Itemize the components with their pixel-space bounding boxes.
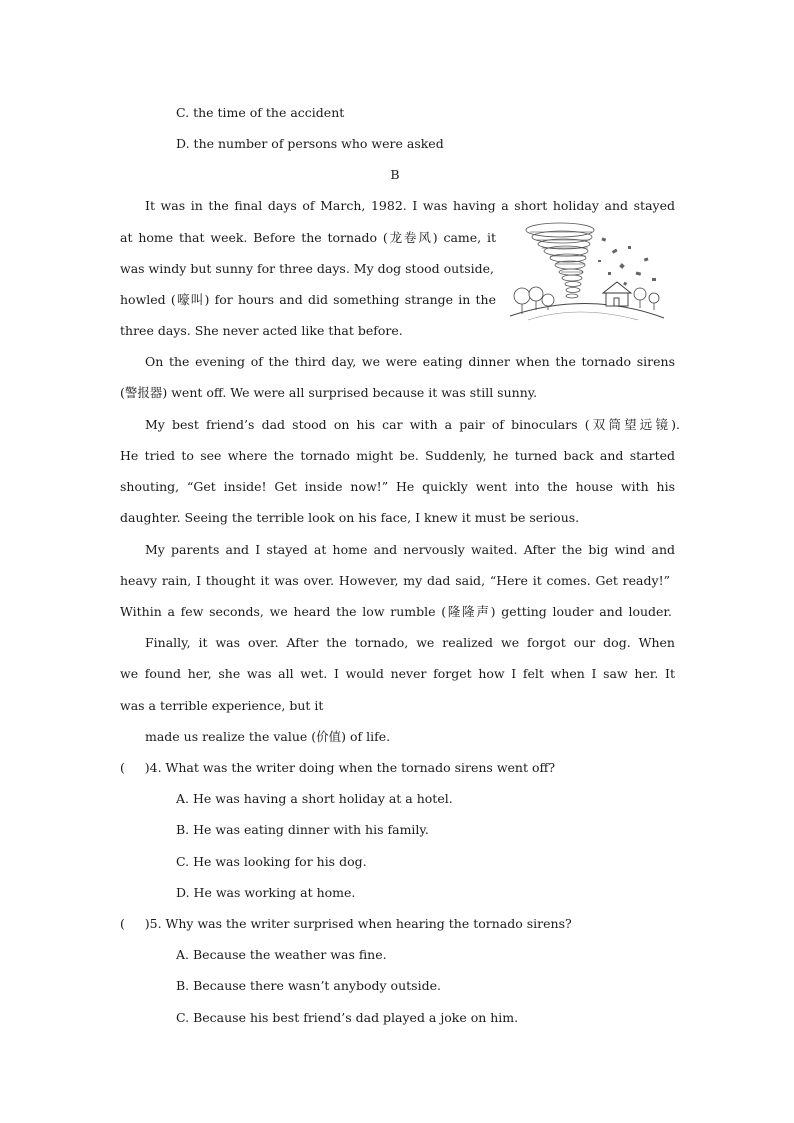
option-letter: A.: [176, 947, 190, 962]
passage-line: we found her, she was all wet. I would never forget how I felt when I saw her. It: [120, 666, 675, 681]
option-letter: D.: [176, 136, 190, 151]
option-letter: C.: [176, 105, 190, 120]
option-letter: B.: [176, 978, 190, 993]
q4-option-a: [176, 791, 453, 807]
passage-line: was a terrible experience, but it: [120, 698, 324, 713]
option-text: the time of the accident: [193, 105, 345, 120]
passage-line: Within a few seconds, we heard the low rumble (隆隆声) getting louder and louder.: [120, 604, 672, 619]
passage-line: shouting, “Get inside! Get inside now!” He quickly went into the house with his: [120, 479, 675, 494]
question-5: [120, 916, 572, 932]
section-heading: B: [390, 167, 400, 182]
passage-line: My best friend’s dad stood on his car with a pair of binoculars (双筒望远镜).: [145, 417, 680, 432]
q3-option-d: [176, 136, 444, 152]
passage-line: On the evening of the third day, we were eating dinner when the tornado sirens: [145, 354, 675, 369]
passage-line: was windy but sunny for three days. My dog stood outside,: [120, 261, 494, 276]
q5-option-b: [176, 978, 441, 994]
passage-line: made us realize the value (价值) of life.: [145, 729, 391, 744]
option-text: the number of persons who were asked: [193, 136, 444, 151]
passage-line: daughter. Seeing the terrible look on his face, I knew it must be serious.: [120, 510, 580, 525]
passage-line: howled (嚎叫) for hours and did something strange in the: [120, 292, 496, 307]
option-text: He was having a short holiday at a hotel.: [193, 791, 453, 806]
passage-line: He tried to see where the tornado might be. Suddenly, he turned back and started: [120, 448, 675, 463]
option-text: He was working at home.: [193, 885, 356, 900]
option-text: He was looking for his dog.: [193, 854, 367, 869]
q3-option-c: [176, 105, 344, 121]
q5-option-a: [176, 947, 387, 963]
passage-line: at home that week. Before the tornado (龙卷风) came, it: [120, 230, 496, 245]
question-4: [120, 760, 555, 776]
option-letter: C.: [176, 854, 190, 869]
passage-line: My parents and I stayed at home and nervously waited. After the big wind and: [145, 542, 675, 557]
passage-line: heavy rain, I thought it was over. However, my dad said, “Here it comes. Get ready!”: [120, 573, 670, 588]
question-stem: 5. Why was the writer surprised when hearing the tornado sirens?: [149, 916, 572, 931]
question-stem: 4. What was the writer doing when the tornado sirens went off?: [149, 760, 556, 775]
option-text: Because his best friend’s dad played a joke on him.: [193, 1010, 519, 1025]
option-text: Because there wasn’t anybody outside.: [193, 978, 441, 993]
option-letter: D.: [176, 885, 190, 900]
q4-option-c: [176, 854, 367, 870]
q4-option-b: [176, 822, 429, 838]
q4-option-d: [176, 885, 355, 901]
option-text: He was eating dinner with his family.: [193, 822, 429, 837]
option-text: Because the weather was fine.: [193, 947, 387, 962]
answer-bracket[interactable]: ( ): [120, 760, 150, 775]
passage-line: It was in the final days of March, 1982. I was having a short holiday and stayed: [145, 198, 675, 213]
option-letter: A.: [176, 791, 190, 806]
passage-line: Finally, it was over. After the tornado, we realized we forgot our dog. When: [145, 635, 675, 650]
tornado-over-house-illustration: [508, 220, 668, 324]
answer-bracket[interactable]: ( ): [120, 916, 150, 931]
q5-option-c: [176, 1010, 518, 1026]
passage-line: (警报器) went off. We were all surprised because it was still sunny.: [120, 385, 538, 400]
option-letter: B.: [176, 822, 190, 837]
passage-line: three days. She never acted like that before.: [120, 323, 403, 338]
option-letter: C.: [176, 1010, 190, 1025]
